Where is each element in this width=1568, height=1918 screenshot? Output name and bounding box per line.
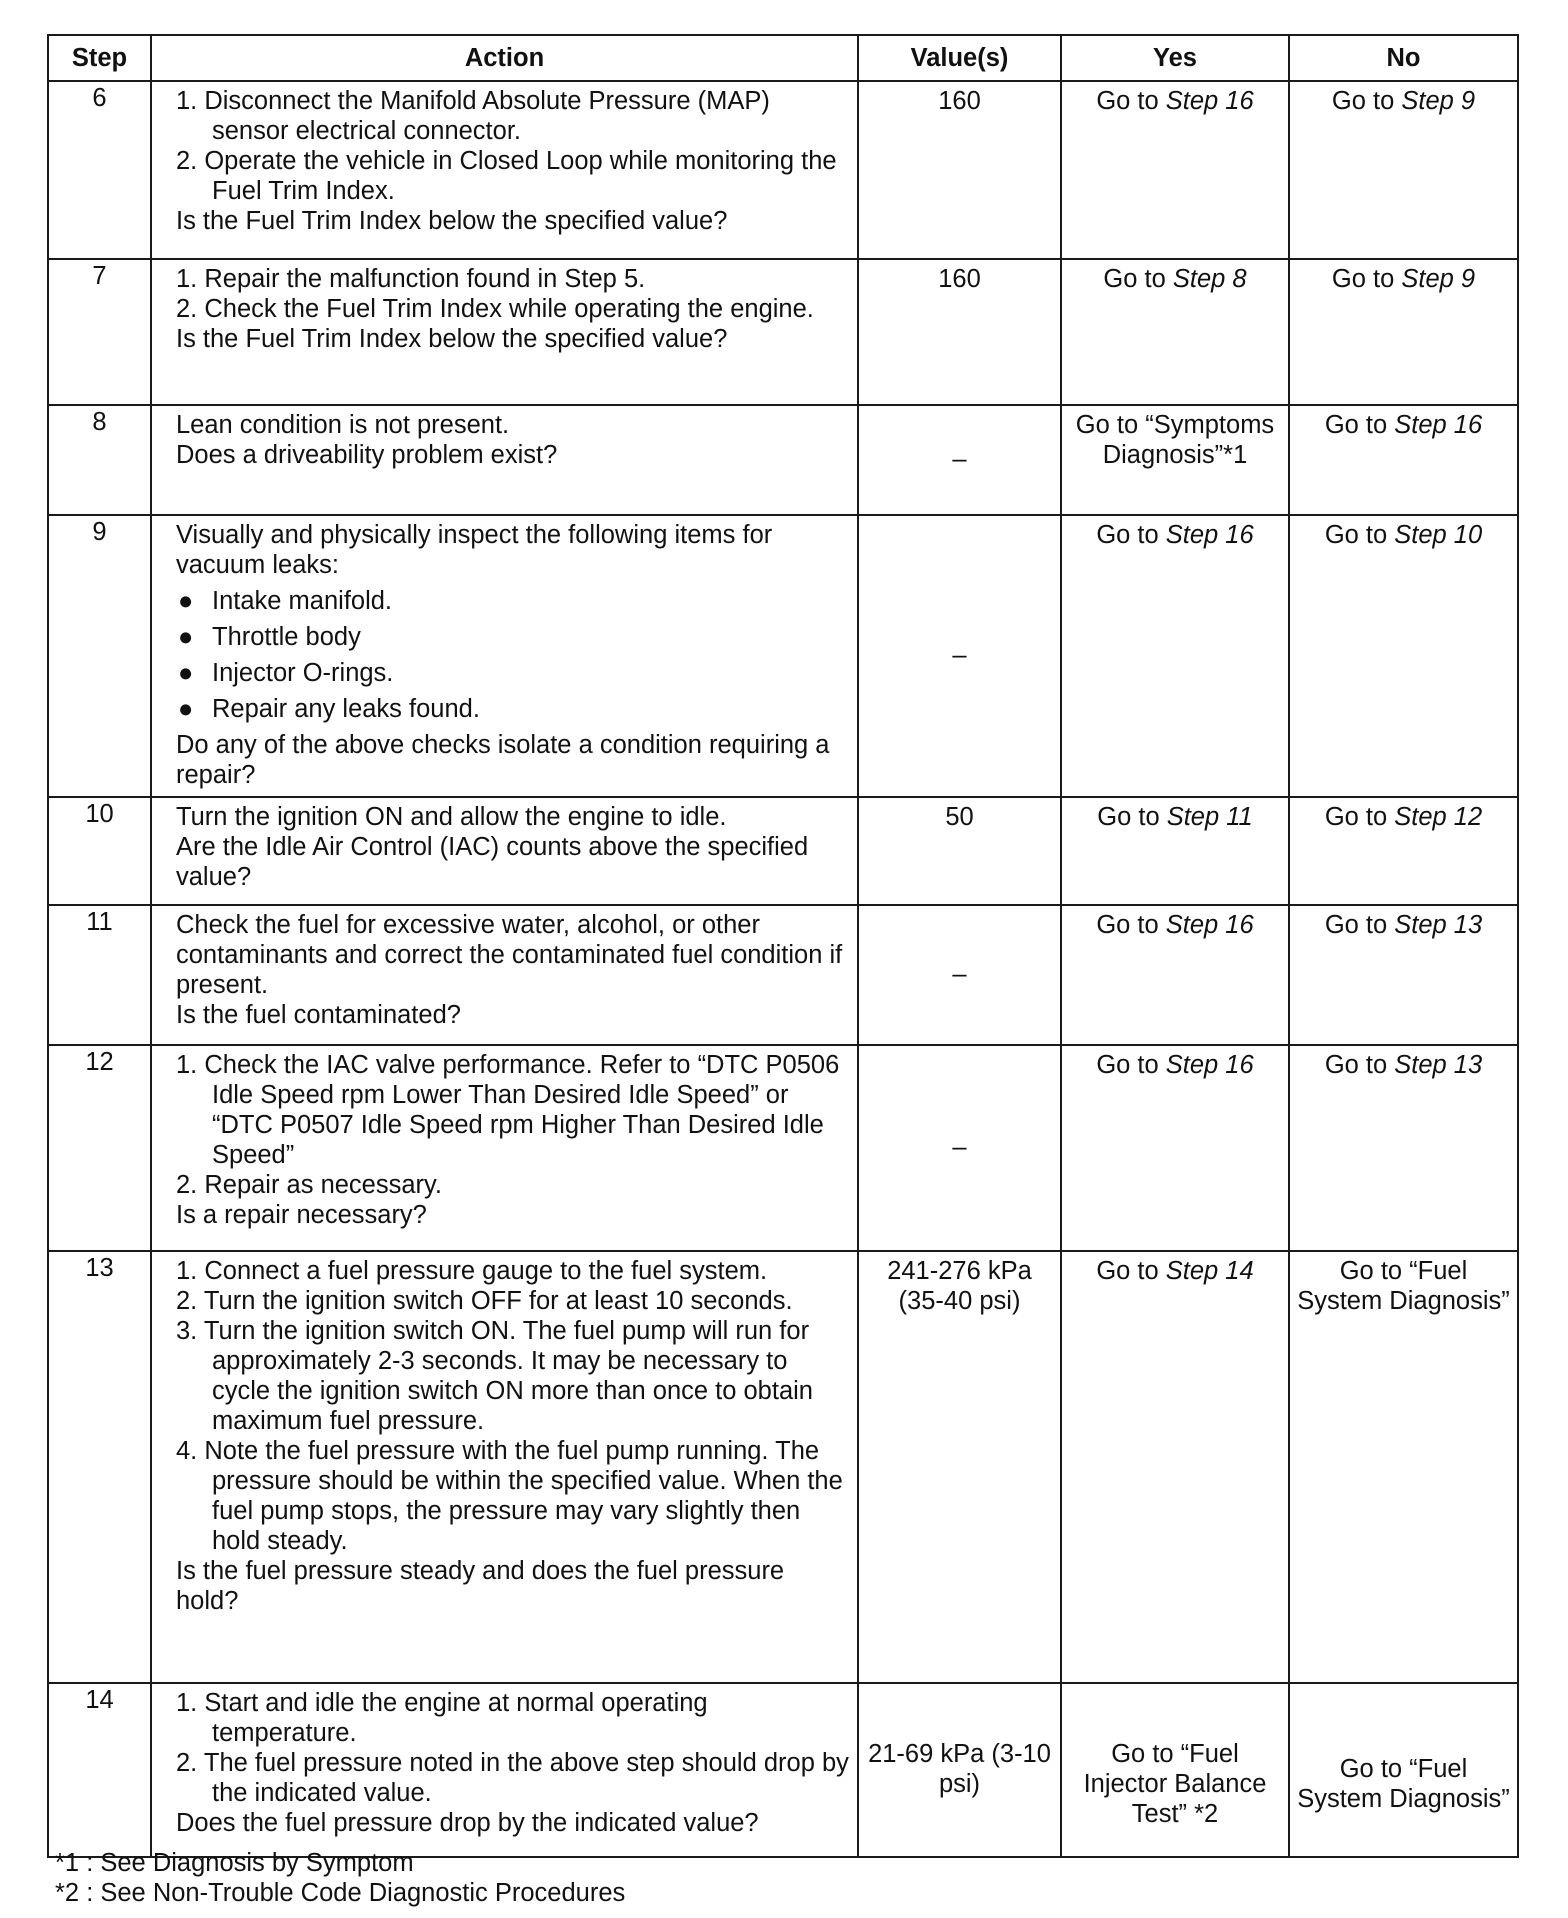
action-intro: Visually and physically inspect the following items for vacuum leaks: (176, 521, 773, 579)
yes-cell: Go to Step 14 (1061, 1251, 1289, 1683)
yes-cell: Go to “Fuel Injector Balance Test” *2 (1061, 1683, 1289, 1857)
value-cell: 50 (858, 797, 1061, 905)
table-row (48, 259, 1518, 405)
action-question: Is the Fuel Trim Index below the specified value? (176, 207, 728, 235)
table-row (48, 515, 1518, 797)
action-question: Is a repair necessary? (176, 1201, 427, 1229)
yes-cell: Go to Step 11 (1061, 797, 1289, 905)
action-item: 4. Note the fuel pressure with the fuel pump running. The pressure should be within the specified value. When the fuel pump stops, the pressure may vary slightly then hold steady. (176, 1437, 843, 1555)
action-question: Is the Fuel Trim Index below the specified value? (176, 325, 728, 353)
no-cell: Go to Step 13 (1289, 905, 1518, 1045)
action-line: Check the fuel for excessive water, alcohol, or other contaminants and correct the contaminated fuel condition if present. (176, 911, 843, 999)
action-cell (151, 405, 858, 515)
value-cell: – (858, 1045, 1061, 1251)
step-number: 8 (48, 405, 151, 515)
action-line: Turn the ignition ON and allow the engine to idle. (176, 803, 727, 831)
action-question: Does the fuel pressure drop by the indicated value? (176, 1809, 759, 1837)
action-line: Lean condition is not present. (176, 411, 510, 439)
header-no: No (1289, 35, 1518, 81)
action-cell (151, 905, 858, 1045)
action-cell (151, 797, 858, 905)
action-item: 3. Turn the ignition switch ON. The fuel pump will run for approximately 2-3 seconds. It may be necessary to cycle the ignition switch ON more than once to obtain maximum fuel pressure. (176, 1317, 813, 1435)
value-cell: – (858, 405, 1061, 515)
step-number: 7 (48, 259, 151, 405)
value-cell: 21-69 kPa (3-10 psi) (858, 1683, 1061, 1857)
no-cell: Go to “Fuel System Diagnosis” (1289, 1251, 1518, 1683)
no-cell: Go to Step 10 (1289, 515, 1518, 797)
value-cell: 241-276 kPa (35-40 psi) (858, 1251, 1061, 1683)
table-row (48, 81, 1518, 259)
step-number: 6 (48, 81, 151, 259)
yes-cell: Go to Step 16 (1061, 81, 1289, 259)
action-question: Is the fuel contaminated? (176, 1001, 461, 1029)
action-cell (151, 81, 858, 259)
no-cell: Go to Step 16 (1289, 405, 1518, 515)
action-question: Is the fuel pressure steady and does the fuel pressure hold? (176, 1557, 785, 1615)
step-number: 13 (48, 1251, 151, 1683)
footnotes (55, 1848, 625, 1908)
action-item: 2. Turn the ignition switch OFF for at least 10 seconds. (176, 1287, 793, 1315)
header-values: Value(s) (858, 35, 1061, 81)
step-number: 11 (48, 905, 151, 1045)
action-item: 1. Check the IAC valve performance. Refer to “DTC P0506 Idle Speed rpm Lower Than Desired Idle Speed” or “DTC P0507 Idle Speed rpm Higher Than Desired Idle Speed” (176, 1051, 840, 1169)
header-step: Step (48, 35, 151, 81)
diagnostic-table (47, 34, 1519, 1858)
table-row (48, 405, 1518, 515)
header-yes: Yes (1061, 35, 1289, 81)
table-row (48, 1683, 1518, 1857)
no-cell: Go to “Fuel System Diagnosis” (1289, 1683, 1518, 1857)
action-item: 2. Check the Fuel Trim Index while operating the engine. (176, 295, 814, 323)
action-cell (151, 1683, 858, 1857)
action-item: 2. Repair as necessary. (176, 1171, 442, 1199)
step-number: 9 (48, 515, 151, 797)
no-cell: Go to Step 9 (1289, 81, 1518, 259)
action-cell (151, 259, 858, 405)
action-cell (151, 1045, 858, 1251)
action-item: 1. Disconnect the Manifold Absolute Pressure (MAP) sensor electrical connector. (176, 87, 770, 145)
action-item: 2. Operate the vehicle in Closed Loop while monitoring the Fuel Trim Index. (176, 147, 837, 205)
action-question: Do any of the above checks isolate a condition requiring a repair? (176, 731, 830, 789)
yes-cell: Go to Step 8 (1061, 259, 1289, 405)
step-number: 14 (48, 1683, 151, 1857)
table-row (48, 1251, 1518, 1683)
action-item: 1. Start and idle the engine at normal operating temperature. (176, 1689, 708, 1747)
table-header-row (48, 35, 1518, 81)
action-cell (151, 515, 858, 797)
action-question: Are the Idle Air Control (IAC) counts above the specified value? (176, 833, 809, 891)
footnote-2: *2 : See Non-Trouble Code Diagnostic Procedures (55, 1879, 626, 1907)
action-item: 1. Repair the malfunction found in Step 5. (176, 265, 646, 293)
bullet-item: ● Intake manifold. (178, 587, 393, 615)
no-cell: Go to Step 13 (1289, 1045, 1518, 1251)
yes-cell: Go to Step 16 (1061, 1045, 1289, 1251)
action-item: 2. The fuel pressure noted in the above step should drop by the indicated value. (176, 1749, 849, 1807)
yes-cell: Go to Step 16 (1061, 515, 1289, 797)
footnote-1: *1 : See Diagnosis by Symptom (55, 1849, 414, 1877)
value-cell: – (858, 905, 1061, 1045)
value-cell: – (858, 515, 1061, 797)
value-cell: 160 (858, 81, 1061, 259)
yes-cell: Go to “Symptoms Diagnosis”*1 (1061, 405, 1289, 515)
bullet-item: ● Repair any leaks found. (178, 695, 480, 723)
step-number: 12 (48, 1045, 151, 1251)
action-cell (151, 1251, 858, 1683)
header-action: Action (151, 35, 858, 81)
no-cell: Go to Step 12 (1289, 797, 1518, 905)
no-cell: Go to Step 9 (1289, 259, 1518, 405)
table-row (48, 905, 1518, 1045)
action-item: 1. Connect a fuel pressure gauge to the fuel system. (176, 1257, 768, 1285)
value-cell: 160 (858, 259, 1061, 405)
action-question: Does a driveability problem exist? (176, 441, 558, 469)
bullet-item: ● Throttle body (178, 623, 361, 651)
table-row (48, 1045, 1518, 1251)
yes-cell: Go to Step 16 (1061, 905, 1289, 1045)
step-number: 10 (48, 797, 151, 905)
bullet-item: ● Injector O-rings. (178, 659, 394, 687)
table-row (48, 797, 1518, 905)
